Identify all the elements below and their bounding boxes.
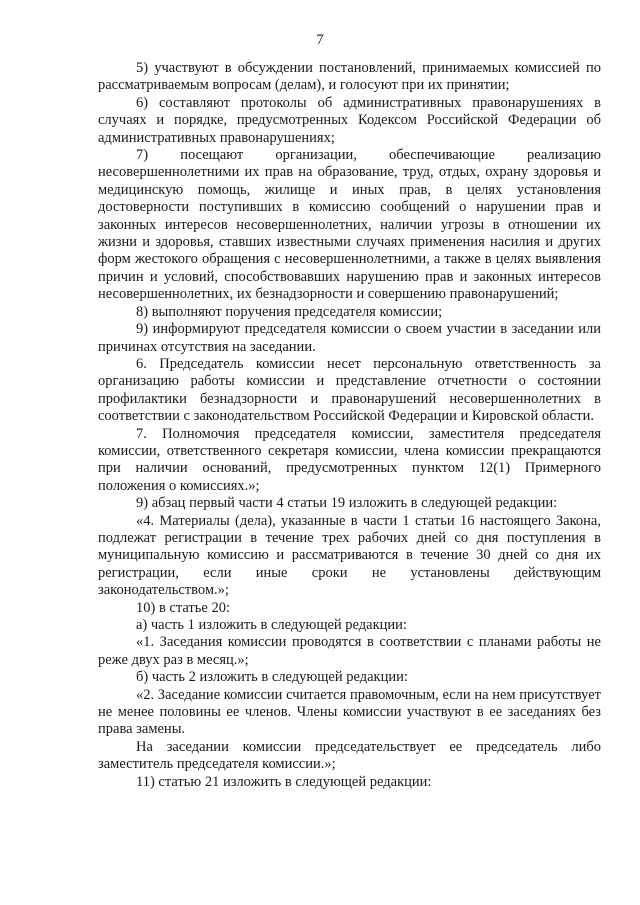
paragraph: б) часть 2 изложить в следующей редакции:: [136, 669, 408, 686]
page-number: 7: [316, 32, 324, 48]
paragraph: 6. Председатель комиссии несет персональную ответственность за организацию работы комиссии и представление отчетности о состоянии профилактики безнадзорности и правонарушений несовершеннолетних в соответствии с законодательством Российской Федерации и Кировской области.: [98, 355, 601, 425]
paragraph: 11) статью 21 изложить в следующей редакции:: [136, 773, 432, 790]
paragraph: а) часть 1 изложить в следующей редакции:: [136, 617, 407, 633]
document-body: [98, 60, 601, 791]
paragraph: 7. Полномочия председателя комиссии, заместителя председателя комиссии, ответственного секретаря комиссии, члена комиссии прекращаются при наличии оснований, предусмотренных пунктом 12(1) Примерного положения о комиссиях.»;: [98, 425, 601, 494]
paragraph: «4. Материалы (дела), указанные в части 1 статьи 16 настоящего Закона, подлежат регистрации в течение трех рабочих дней со дня поступления в муниципальную комиссию и рассматриваются в течение 30 дней со дня их регистрации, если иные сроки не установлены действующим законодательством.»;: [98, 512, 601, 599]
paragraph: «2. Заседание комиссии считается правомочным, если на нем присутствует не менее половины ее членов. Члены комиссии участвуют в ее заседаниях без права замены.: [98, 686, 601, 738]
paragraph: 8) выполняют поручения председателя комиссии;: [136, 303, 443, 320]
paragraph: 6) составляют протоколы об административных правонарушениях в случаях и порядке, предусмотренных Кодексом Российской Федерации об административных правонарушениях;: [98, 94, 601, 146]
paragraph: 5) участвуют в обсуждении постановлений, принимаемых комиссией по рассматриваемым вопросам (делам), и голосуют при их принятии;: [98, 60, 601, 94]
paragraph: 9) абзац первый части 4 статьи 19 изложить в следующей редакции:: [136, 495, 558, 512]
paragraph: «1. Заседания комиссии проводятся в соответствии с планами работы не реже двух раз в месяц.»;: [98, 634, 601, 668]
paragraph: 9) информируют председателя комиссии о своем участии в заседании или причинах отсутствия на заседании.: [98, 321, 601, 355]
paragraph: 7) посещают организации, обеспечивающие реализацию несовершеннолетними их прав на образование, труд, отдых, охрану здоровья и медицинскую помощь, жилище и иных прав, в целях установления достоверности поступивших в комиссию сообщений о нарушении прав и законных интересов несовершеннолетних, наличии угрозы в отношении их жизни и здоровья, ставших известными случаях применения насилия и других форм жестокого обращения с несовершеннолетними, а также в целях выявления причин и условий, способствовавших нарушению прав и законных интересов несовершеннолетних, их безнадзорности и совершению правонарушений;: [98, 147, 601, 303]
paragraph: На заседании комиссии председательствует ее председатель либо заместитель председателя комиссии.»;: [98, 738, 601, 773]
paragraph: 10) в статье 20:: [136, 599, 230, 616]
